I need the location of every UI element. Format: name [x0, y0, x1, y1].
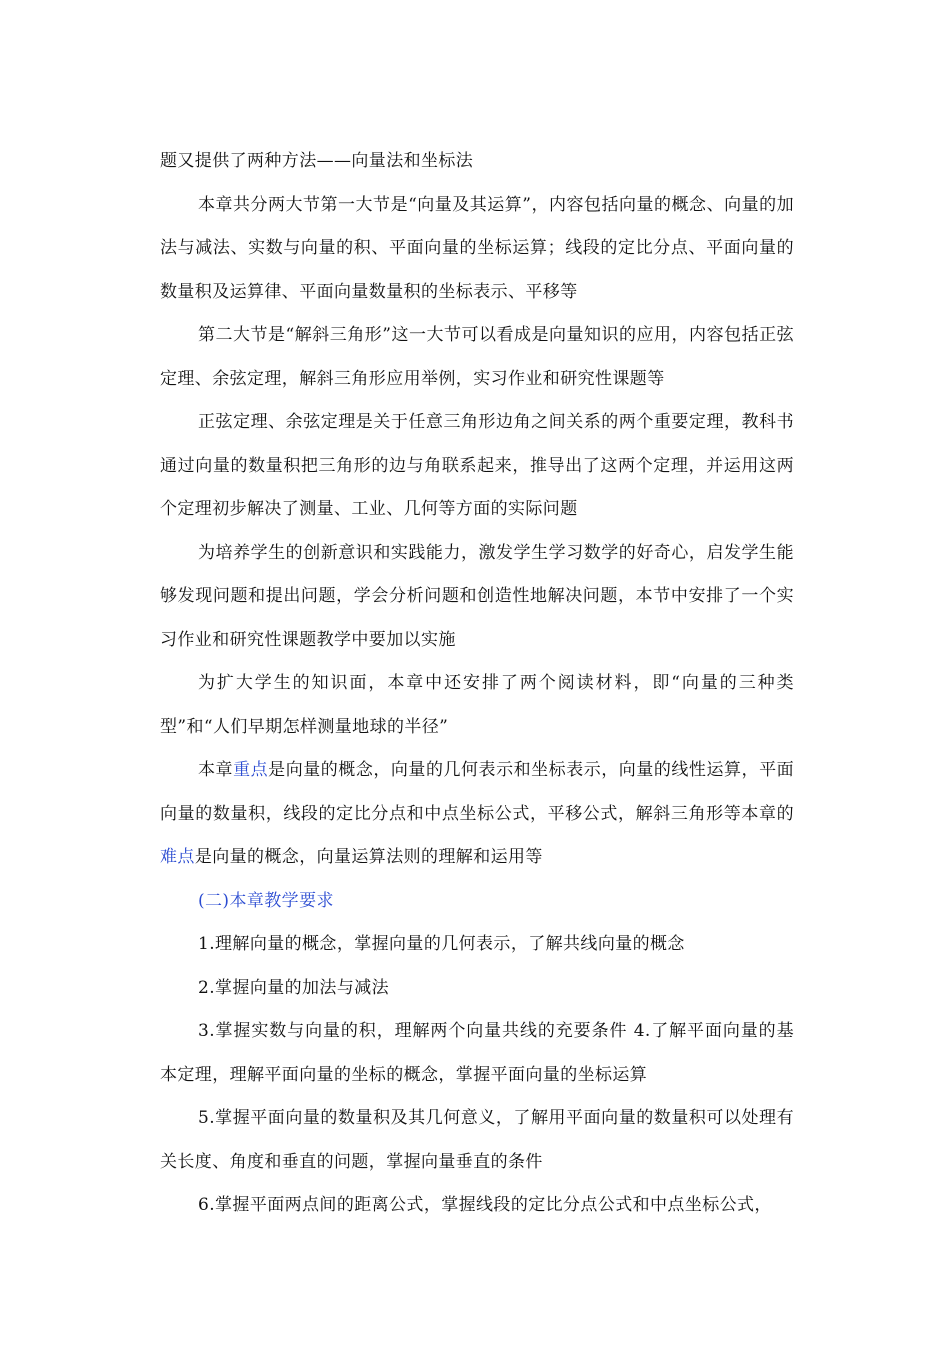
key-points-text-1: 本章 [198, 760, 234, 780]
paragraph-key-points [160, 749, 794, 880]
paragraph-innovation: 为培养学生的创新意识和实践能力，激发学生学习数学的好奇心，启发学生能够发现问题和提出问题，学会分析问题和创造性地解决问题，本节中安排了一个实习作业和研究性课题教学中要加以实施 [160, 542, 794, 650]
section-heading[interactable]: (二)本章教学要求 [198, 890, 334, 911]
requirement-item-6: 6.掌握平面两点间的距离公式，掌握线段的定比分点公式和中点坐标公式， [198, 1195, 772, 1215]
requirement-item-1: 1.理解向量的概念，掌握向量的几何表示，了解共线向量的概念 [198, 934, 685, 954]
paragraph-continuation: 题又提供了两种方法——向量法和坐标法 [160, 151, 474, 171]
requirement-item-3-4: 3.掌握实数与向量的积，理解两个向量共线的充要条件 4.了解平面向量的基本定理，理解平面向量的坐标的概念，掌握平面向量的坐标运算 [160, 1021, 794, 1085]
paragraph-reading-materials: 为扩大学生的知识面，本章中还安排了两个阅读材料，即“向量的三种类型”和“人们早期怎样测量地球的半径” [160, 673, 794, 737]
paragraph-chapter-structure: 本章共分两大节第一大节是“向量及其运算”，内容包括向量的概念、向量的加法与减法、实数与向量的积、平面向量的坐标运算；线段的定比分点、平面向量的数量积及运算律、平面向量数量积的坐标表示、平移等 [160, 194, 794, 302]
key-points-text-3: 是向量的概念，向量运算法则的理解和运用等 [194, 847, 543, 867]
paragraph-second-section: 第二大节是“解斜三角形”这一大节可以看成是向量知识的应用，内容包括正弦定理、余弦定理，解斜三角形应用举例，实习作业和研究性课题等 [160, 325, 794, 389]
key-points-text-2: 是向量的概念，向量的几何表示和坐标表示，向量的线性运算，平面向量的数量积，线段的定比分点和中点坐标公式，平移公式，解斜三角形等本章的 [160, 760, 794, 824]
requirement-item-2: 2.掌握向量的加法与减法 [198, 977, 390, 998]
paragraph-sine-cosine: 正弦定理、余弦定理是关于任意三角形边角之间关系的两个重要定理，教科书通过向量的数量积把三角形的边与角联系起来，推导出了这两个定理，并运用这两个定理初步解决了测量、工业、几何等方面的实际问题 [160, 412, 794, 519]
document-body [160, 140, 794, 1228]
difficult-point-link[interactable]: 难点 [160, 847, 195, 867]
requirement-item-5: 5.掌握平面向量的数量积及其几何意义，了解用平面向量的数量积可以处理有关长度、角度和垂直的问题，掌握向量垂直的条件 [160, 1108, 794, 1172]
key-point-link[interactable]: 重点 [233, 760, 269, 780]
